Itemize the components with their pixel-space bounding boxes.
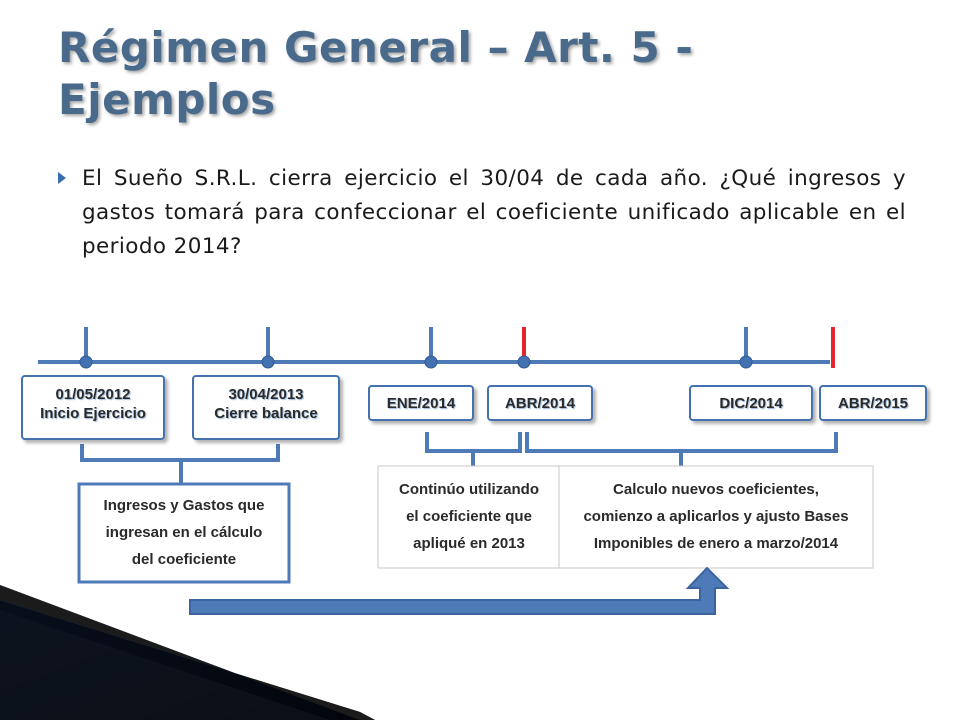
date-label: 30/04/2013	[228, 386, 304, 403]
date-label: ABR/2014	[504, 395, 576, 412]
date-box-cierre	[192, 375, 340, 440]
date-box-abr2014	[487, 385, 593, 421]
note-line: Calculo nuevos coeficientes,	[613, 481, 819, 498]
bracket-calculo	[527, 432, 836, 451]
bracket-ingresos	[82, 444, 278, 460]
timeline-dot	[518, 356, 530, 368]
date-sublabel: Cierre balance	[214, 405, 318, 422]
note-line: apliqué en 2013	[413, 535, 525, 552]
note-line: ingresan en el cálculo	[105, 524, 263, 541]
bracket-continuo	[427, 432, 520, 451]
date-box-inicio	[21, 375, 165, 440]
timeline-dot	[80, 356, 92, 368]
date-label: 01/05/2012	[55, 386, 131, 403]
bullet-text: El Sueño S.R.L. cierra ejercicio el 30/04 de cada año. ¿Qué ingresos y gastos tomará para confeccionar el coeficiente unificado aplicable en el periodo 2014?	[82, 166, 906, 259]
date-sublabel: Inicio Ejercicio	[40, 405, 146, 422]
note-line: del coeficiente	[131, 551, 237, 568]
timeline-dot	[262, 356, 274, 368]
note-continuo	[380, 476, 558, 557]
timeline-dot	[425, 356, 437, 368]
timeline-dot	[740, 356, 752, 368]
date-label: ENE/2014	[386, 395, 456, 412]
note-line: Imponibles de enero a marzo/2014	[593, 535, 839, 552]
date-label: ABR/2015	[837, 395, 909, 412]
note-line: el coeficiente que	[406, 508, 532, 525]
note-ingresos	[82, 492, 286, 573]
note-line: Continúo utilizando	[399, 481, 539, 498]
date-label: DIC/2014	[719, 395, 783, 412]
date-box-abr2015	[819, 385, 927, 421]
note-line: comienzo a aplicarlos y ajusto Bases	[583, 508, 849, 525]
page-title: Régimen General – Art. 5 - Ejemplos	[58, 23, 694, 124]
note-calculo	[560, 476, 872, 557]
date-box-dic2014	[689, 385, 813, 421]
date-box-ene2014	[368, 385, 474, 421]
note-line: Ingresos y Gastos que	[103, 497, 265, 514]
